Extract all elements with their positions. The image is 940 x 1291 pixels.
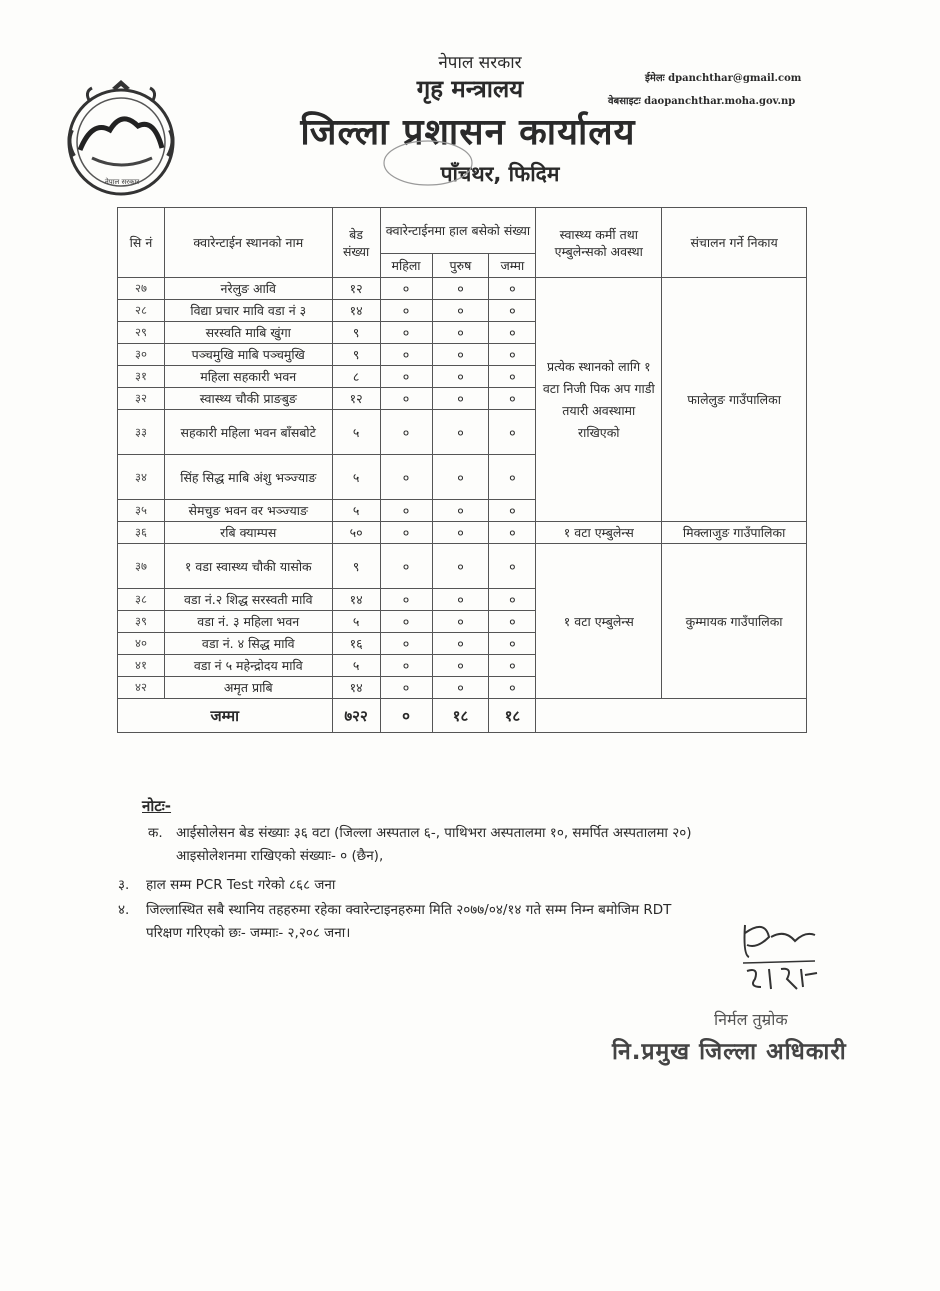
- cell-health-group-2: १ वटा एम्बुलेन्स: [536, 522, 662, 544]
- cell-operator-group-3: कुम्मायक गाउँपालिका: [662, 544, 807, 699]
- cell-operator-group-1: फालेलुङ गाउँपालिका: [662, 278, 807, 522]
- note-text-continued: परिक्षण गरिएको छः- जम्माः- २,२०८ जना।: [146, 925, 351, 941]
- cell-beds: ८: [332, 366, 380, 388]
- office-location: पाँचथर, फिदिम: [440, 162, 560, 186]
- note-marker: ३.: [118, 877, 130, 893]
- officer-designation-stamp: नि.प्रमुख जिल्ला अधिकारी: [612, 1039, 847, 1065]
- cell-male: ०: [432, 611, 489, 633]
- government-name: नेपाल सरकार: [438, 53, 522, 73]
- cell-female: ०: [380, 655, 432, 677]
- cell-sn: ४०: [118, 633, 165, 655]
- cell-total: ०: [489, 633, 536, 655]
- cell-total: ०: [489, 366, 536, 388]
- office-name: जिल्ला प्रशासन कार्यालय: [300, 112, 636, 153]
- cell-total: ०: [489, 322, 536, 344]
- cell-beds: ५: [332, 655, 380, 677]
- cell-health-group-1: प्रत्येक स्थानको लागि १ वटा निजी पिक अप गाडी तयारी अवस्थामा राखिएको: [536, 278, 662, 522]
- cell-male: ०: [432, 655, 489, 677]
- header-female: महिला: [380, 254, 432, 278]
- note-marker: क.: [148, 825, 163, 841]
- quarantine-table: [117, 207, 807, 733]
- email-address: ईमेलः dpanchthar@gmail.com: [645, 73, 802, 84]
- ministry-name: गृह मन्त्रालय: [416, 75, 524, 103]
- cell-total: ०: [489, 589, 536, 611]
- header-sn: सि नं: [118, 208, 165, 278]
- cell-sn: ३७: [118, 544, 165, 589]
- cell-total: ०: [489, 344, 536, 366]
- cell-total: ०: [489, 611, 536, 633]
- cell-name: पञ्चमुखि माबि पञ्चमुखि: [164, 344, 332, 366]
- cell-female: ०: [380, 544, 432, 589]
- cell-male: ०: [432, 677, 489, 699]
- cell-female: ०: [380, 300, 432, 322]
- cell-total: ०: [489, 455, 536, 500]
- cell-name: नरेलुङ आवि: [164, 278, 332, 300]
- emblem-caption: नेपाल सरकार: [104, 178, 140, 186]
- cell-total: ०: [489, 522, 536, 544]
- cell-beds: ५०: [332, 522, 380, 544]
- cell-sn: ४१: [118, 655, 165, 677]
- cell-male: ०: [432, 544, 489, 589]
- cell-female: ०: [380, 366, 432, 388]
- cell-name: वडा नं. ४ सिद्ध मावि: [164, 633, 332, 655]
- notes-section: [118, 795, 838, 945]
- cell-sn: ३६: [118, 522, 165, 544]
- cell-male: ०: [432, 455, 489, 500]
- cell-beds: ९: [332, 344, 380, 366]
- cell-sn: ३९: [118, 611, 165, 633]
- cell-total: ०: [489, 544, 536, 589]
- cell-male: ०: [432, 278, 489, 300]
- cell-beds: १२: [332, 278, 380, 300]
- cell-female: ०: [380, 589, 432, 611]
- cell-beds: ५: [332, 500, 380, 522]
- cell-male: ०: [432, 633, 489, 655]
- cell-sn: ३०: [118, 344, 165, 366]
- cell-female: ०: [380, 455, 432, 500]
- cell-sn: २८: [118, 300, 165, 322]
- cell-female: ०: [380, 344, 432, 366]
- note-text: हाल सम्म PCR Test गरेको ८६८ जना: [146, 877, 336, 893]
- cell-name: सरस्वति माबि खुंगा: [164, 322, 332, 344]
- cell-beds: ५: [332, 455, 380, 500]
- cell-sn: ३३: [118, 410, 165, 455]
- header-health: स्वास्थ्य कर्मी तथा एम्बुलेन्सको अवस्था: [536, 208, 662, 278]
- total-row: [118, 699, 807, 733]
- header-male: पुरुष: [432, 254, 489, 278]
- total-beds: ७२२: [332, 699, 380, 733]
- cell-female: ०: [380, 410, 432, 455]
- cell-sn: ३५: [118, 500, 165, 522]
- cell-name: महिला सहकारी भवन: [164, 366, 332, 388]
- total-female: ०: [380, 699, 432, 733]
- cell-sn: ३४: [118, 455, 165, 500]
- header-beds: बेड संख्या: [332, 208, 380, 278]
- cell-male: ०: [432, 388, 489, 410]
- cell-health-group-3: १ वटा एम्बुलेन्स: [536, 544, 662, 699]
- cell-beds: १४: [332, 589, 380, 611]
- header-current: क्वारेन्टाईनमा हाल बसेको संख्या: [380, 208, 536, 254]
- cell-beds: ५: [332, 611, 380, 633]
- cell-male: ०: [432, 500, 489, 522]
- table-row: [118, 522, 807, 544]
- cell-name: वडा नं.२ शिद्ध सरस्वती मावि: [164, 589, 332, 611]
- cell-name: सेमचुङ भवन वर भञ्ज्याङ: [164, 500, 332, 522]
- header-total: जम्मा: [489, 254, 536, 278]
- cell-beds: १६: [332, 633, 380, 655]
- cell-male: ०: [432, 322, 489, 344]
- cell-beds: ५: [332, 410, 380, 455]
- cell-sn: ३२: [118, 388, 165, 410]
- website-address: वेबसाइटः daopanchthar.moha.gov.np: [608, 96, 796, 107]
- cell-name: रबि क्याम्पस: [164, 522, 332, 544]
- cell-sn: ३८: [118, 589, 165, 611]
- office-stamp-icon: [380, 138, 476, 188]
- notes-title: नोटः-: [142, 797, 172, 815]
- cell-female: ०: [380, 278, 432, 300]
- cell-sn: ३१: [118, 366, 165, 388]
- cell-sn: २९: [118, 322, 165, 344]
- cell-total: ०: [489, 677, 536, 699]
- cell-sn: २७: [118, 278, 165, 300]
- cell-female: ०: [380, 611, 432, 633]
- cell-beds: ९: [332, 544, 380, 589]
- cell-female: ०: [380, 388, 432, 410]
- cell-name: विद्या प्रचार मावि वडा नं ३: [164, 300, 332, 322]
- cell-total: ०: [489, 278, 536, 300]
- cell-name: वडा नं. ३ महिला भवन: [164, 611, 332, 633]
- note-text: जिल्लास्थित सबै स्थानिय तहहरुमा रहेका क्वारेन्टाइनहरुमा मिति २०७७/०४/१४ गते सम्म निम्न बमोजिम RDT: [146, 902, 672, 918]
- cell-male: ०: [432, 589, 489, 611]
- cell-beds: ९: [332, 322, 380, 344]
- cell-female: ०: [380, 322, 432, 344]
- cell-name: १ वडा स्वास्थ्य चौकी यासोक: [164, 544, 332, 589]
- cell-total: ०: [489, 300, 536, 322]
- table-row: [118, 544, 807, 589]
- cell-female: ०: [380, 522, 432, 544]
- total-empty: [536, 699, 807, 733]
- total-label: जम्मा: [118, 699, 333, 733]
- cell-beds: १४: [332, 677, 380, 699]
- cell-male: ०: [432, 522, 489, 544]
- cell-total: ०: [489, 655, 536, 677]
- note-marker: ४.: [118, 902, 130, 918]
- cell-name: सहकारी महिला भवन बाँसबोटे: [164, 410, 332, 455]
- cell-name: स्वास्थ्य चौकी प्राङबुङ: [164, 388, 332, 410]
- cell-beds: १४: [332, 300, 380, 322]
- cell-female: ०: [380, 633, 432, 655]
- cell-male: ०: [432, 300, 489, 322]
- total-total: १८: [489, 699, 536, 733]
- cell-name: अमृत प्राबि: [164, 677, 332, 699]
- note-text: आईसोलेसन बेड संख्याः ३६ वटा (जिल्ला अस्पताल ६-, पाथिभरा अस्पतालमा १०, समर्पित अस्पतालमा २०): [176, 825, 692, 841]
- cell-female: ०: [380, 677, 432, 699]
- cell-male: ०: [432, 366, 489, 388]
- cell-male: ०: [432, 344, 489, 366]
- note-text-continued: आइसोलेशनमा राखिएको संख्याः- ० (छैन),: [176, 848, 384, 864]
- cell-male: ०: [432, 410, 489, 455]
- cell-name: वडा नं ५ महेन्द्रोदय मावि: [164, 655, 332, 677]
- cell-name: सिंह सिद्ध माबि अंशु भञ्ज्याङ: [164, 455, 332, 500]
- header-operator: संचालन गर्ने निकाय: [662, 208, 807, 278]
- table-row: [118, 278, 807, 300]
- cell-sn: ४२: [118, 677, 165, 699]
- total-male: १८: [432, 699, 489, 733]
- cell-operator-group-2: मिक्लाजुङ गाउँपालिका: [662, 522, 807, 544]
- cell-total: ०: [489, 410, 536, 455]
- note-item: [118, 874, 838, 897]
- note-item: [118, 899, 838, 922]
- header-name: क्वारेन्टाईन स्थानको नाम: [164, 208, 332, 278]
- cell-total: ०: [489, 500, 536, 522]
- signature-icon: [735, 915, 820, 995]
- cell-female: ०: [380, 500, 432, 522]
- cell-beds: १२: [332, 388, 380, 410]
- officer-name: निर्मल तुम्रोक: [714, 1010, 788, 1029]
- cell-total: ०: [489, 388, 536, 410]
- note-item: [118, 822, 838, 845]
